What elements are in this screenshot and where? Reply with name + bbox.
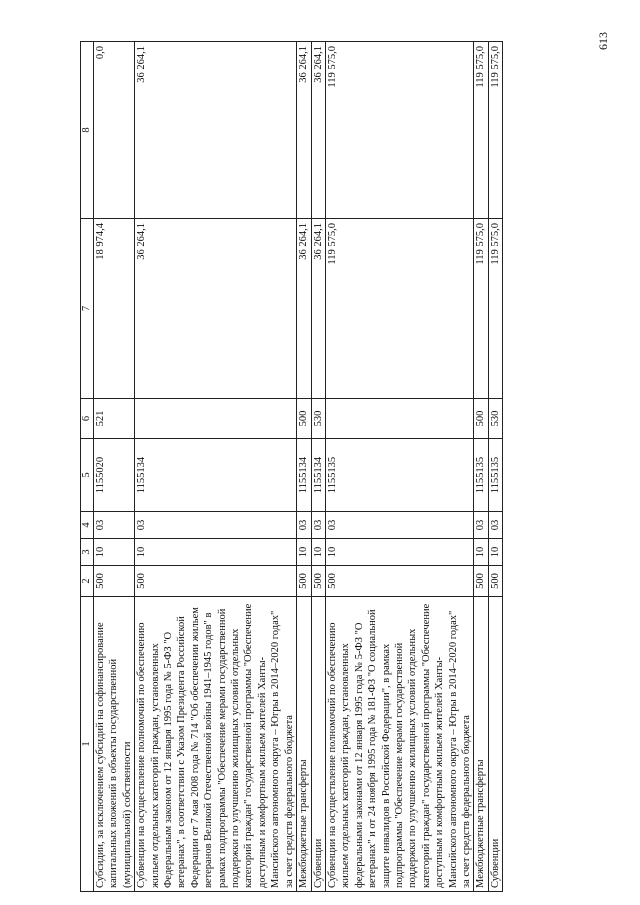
table-row bbox=[135, 42, 297, 892]
header-cell: 6 bbox=[81, 399, 94, 439]
cell-amount-year2: 36 264,1 bbox=[311, 42, 325, 219]
header-cell: 7 bbox=[81, 219, 94, 399]
cell-section: 10 bbox=[297, 539, 311, 566]
cell-amount-year2: 119 575,0 bbox=[325, 42, 473, 219]
cell-expense-type bbox=[135, 399, 297, 439]
cell-expense-type bbox=[325, 399, 473, 439]
cell-amount-year1: 119 575,0 bbox=[488, 219, 502, 399]
cell-amount-year1: 18 974,4 bbox=[94, 219, 135, 399]
table-row bbox=[94, 42, 135, 892]
row-description: Субвенции bbox=[488, 597, 502, 892]
cell-amount-year2: 0,0 bbox=[94, 42, 135, 219]
cell-amount-year1: 36 264,1 bbox=[311, 219, 325, 399]
cell-admin-code: 500 bbox=[325, 566, 473, 597]
cell-target-article: 1155135 bbox=[488, 439, 502, 512]
budget-table-container bbox=[80, 42, 503, 892]
cell-admin-code: 500 bbox=[488, 566, 502, 597]
header-row bbox=[81, 42, 94, 892]
cell-subsection: 03 bbox=[311, 512, 325, 539]
cell-admin-code: 500 bbox=[94, 566, 135, 597]
cell-admin-code: 500 bbox=[311, 566, 325, 597]
cell-target-article: 1155135 bbox=[474, 439, 488, 512]
cell-section: 10 bbox=[325, 539, 473, 566]
cell-expense-type: 521 bbox=[94, 399, 135, 439]
cell-section: 10 bbox=[488, 539, 502, 566]
cell-admin-code: 500 bbox=[297, 566, 311, 597]
header-cell: 2 bbox=[81, 566, 94, 597]
cell-subsection: 03 bbox=[474, 512, 488, 539]
cell-section: 10 bbox=[135, 539, 297, 566]
header-cell: 8 bbox=[81, 42, 94, 219]
cell-amount-year1: 36 264,1 bbox=[297, 219, 311, 399]
table-row bbox=[325, 42, 473, 892]
header-cell: 1 bbox=[81, 597, 94, 892]
header-cell: 5 bbox=[81, 439, 94, 512]
cell-subsection: 03 bbox=[297, 512, 311, 539]
cell-admin-code: 500 bbox=[135, 566, 297, 597]
cell-section: 10 bbox=[311, 539, 325, 566]
table-row bbox=[474, 42, 488, 892]
cell-amount-year1: 119 575,0 bbox=[474, 219, 488, 399]
cell-admin-code: 500 bbox=[474, 566, 488, 597]
cell-expense-type: 530 bbox=[488, 399, 502, 439]
page-number: 613 bbox=[596, 32, 610, 50]
table-row bbox=[488, 42, 502, 892]
cell-amount-year2: 36 264,1 bbox=[297, 42, 311, 219]
cell-section: 10 bbox=[474, 539, 488, 566]
cell-subsection: 03 bbox=[488, 512, 502, 539]
row-description: Субвенции на осуществление полномочий по обеспечению жильем отдельных категорий граждан, установленных Федеральным законом от 12 января 1995 года № 5-ФЗ "О ветеранах", в соответствии с Указом Президента Российской Федерации от 7 мая 2008 года № 714 "Об обеспечении жильем ветеранов Великой Отечественной войны 1941–1945 годов" в рамках подпрограммы "Обеспечение мерами государственной поддержки по улучшению жилищных условий отдельных категорий граждан" государственной программы "Обеспечение доступным и комфортным жильем жителей Ханты-Мансийского автономного округа – Югры в 2014–2020 годах" за счет средств федерального бюджета bbox=[135, 597, 297, 892]
cell-subsection: 03 bbox=[325, 512, 473, 539]
cell-section: 10 bbox=[94, 539, 135, 566]
cell-subsection: 03 bbox=[135, 512, 297, 539]
row-description: Межбюджетные трансферты bbox=[297, 597, 311, 892]
cell-amount-year1: 119 575,0 bbox=[325, 219, 473, 399]
cell-amount-year2: 119 575,0 bbox=[474, 42, 488, 219]
cell-amount-year2: 119 575,0 bbox=[488, 42, 502, 219]
cell-target-article: 1155020 bbox=[94, 439, 135, 512]
cell-expense-type: 500 bbox=[474, 399, 488, 439]
cell-amount-year1: 36 264,1 bbox=[135, 219, 297, 399]
row-description: Межбюджетные трансферты bbox=[474, 597, 488, 892]
cell-expense-type: 530 bbox=[311, 399, 325, 439]
table-row bbox=[297, 42, 311, 892]
table-row bbox=[311, 42, 325, 892]
cell-target-article: 1155135 bbox=[325, 439, 473, 512]
header-cell: 4 bbox=[81, 512, 94, 539]
cell-target-article: 1155134 bbox=[311, 439, 325, 512]
cell-subsection: 03 bbox=[94, 512, 135, 539]
row-description: Субвенции на осуществление полномочий по обеспечению жильем отдельных категорий граждан, установленных федеральными законами от 12 января 1995 года № 5-ФЗ "О ветеранах" и от 24 ноября 1995 года № 181-ФЗ "О социальной защите инвалидов в Российской Федерации", в рамках подпрограммы "Обеспечение мерами государственной поддержки по улучшению жилищных условий отдельных категорий граждан" государственной программы "Обеспечение доступным и комфортным жильем жителей Ханты-Мансийского автономного округа – Югры в 2014–2020 годах" за счет средств федерального бюджета bbox=[325, 597, 473, 892]
header-cell: 3 bbox=[81, 539, 94, 566]
budget-table bbox=[80, 41, 503, 892]
cell-target-article: 1155134 bbox=[135, 439, 297, 512]
row-description: Субвенции bbox=[311, 597, 325, 892]
cell-target-article: 1155134 bbox=[297, 439, 311, 512]
cell-amount-year2: 36 264,1 bbox=[135, 42, 297, 219]
row-description: Субсидии, за исключением субсидий на софинансирование капитальных вложений в объекты государственной (муниципальной) собственности bbox=[94, 597, 135, 892]
cell-expense-type: 500 bbox=[297, 399, 311, 439]
